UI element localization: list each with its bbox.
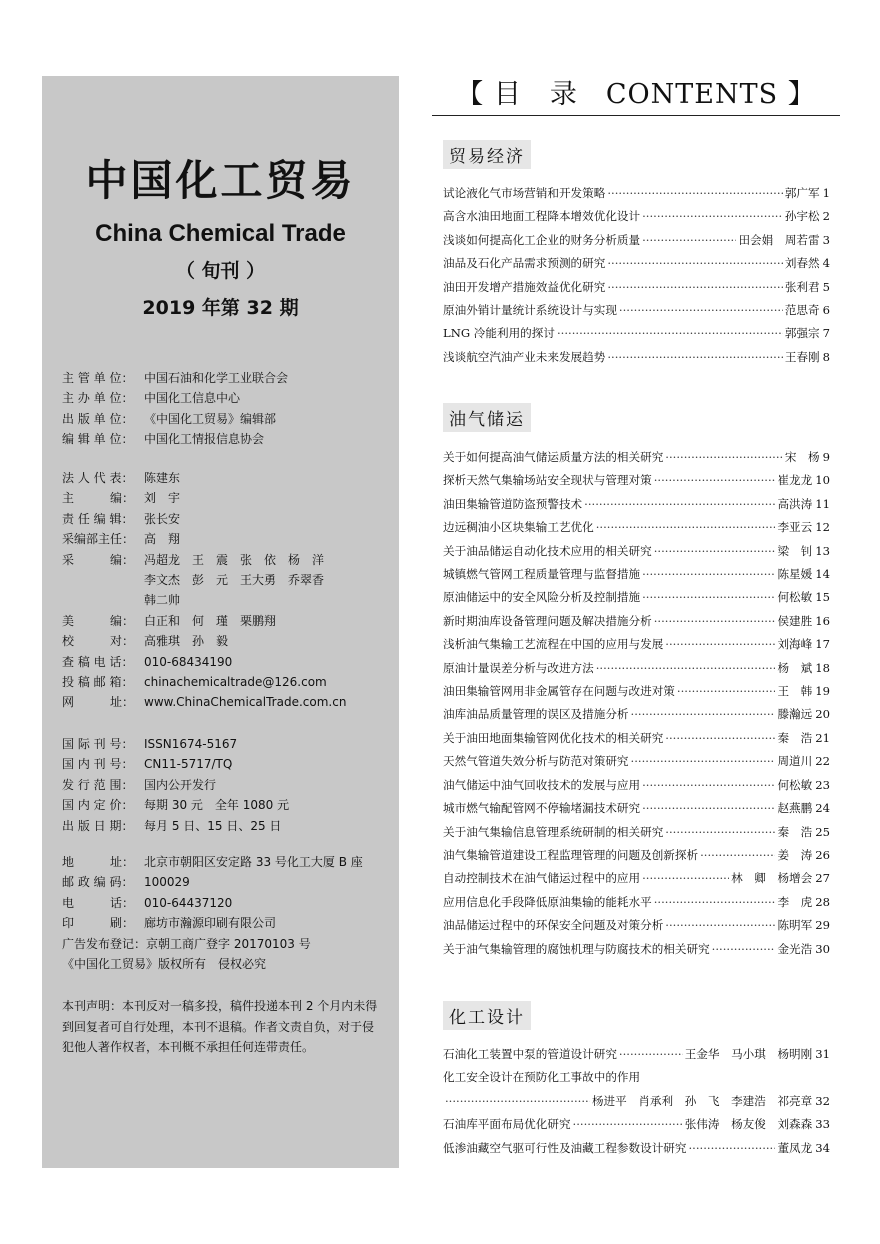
contact-info bbox=[62, 852, 392, 974]
toc-entry[interactable] bbox=[443, 205, 830, 228]
toc-entry-page: 1 bbox=[822, 186, 830, 200]
info-label: 国 内 定 价： bbox=[62, 798, 134, 813]
toc-entry-title: 城市燃气输配管网不停输堵漏技术研究 bbox=[443, 801, 641, 816]
toc-entry[interactable] bbox=[443, 914, 830, 937]
toc-entry-author: 周道川 bbox=[777, 754, 813, 769]
info-value: 北京市朝阳区安定路 33 号化工大厦 B 座 bbox=[144, 855, 363, 869]
toc-entry-author: 王春刚 bbox=[784, 349, 820, 364]
info-row bbox=[62, 734, 392, 754]
toc-entry[interactable] bbox=[443, 229, 830, 252]
magazine-title-en: China Chemical Trade bbox=[95, 220, 346, 247]
toc-entry[interactable] bbox=[443, 657, 830, 680]
info-row bbox=[62, 816, 392, 836]
toc-trade-economy bbox=[443, 182, 830, 369]
toc-entry[interactable] bbox=[443, 276, 830, 299]
info-value: 中国化工信息中心 bbox=[144, 391, 241, 406]
toc-entry-page: 12 bbox=[815, 520, 830, 535]
info-value: 每月 5 日、15 日、25 日 bbox=[144, 818, 282, 833]
info-value: 张长安 bbox=[144, 511, 181, 526]
toc-entry-author: 杨 斌 bbox=[777, 660, 813, 675]
info-label: 采编部主任： bbox=[62, 532, 135, 547]
ad-license: 广告发布登记：京朝工商广登字 20170103 号 bbox=[62, 936, 311, 951]
toc-entry[interactable] bbox=[443, 563, 830, 586]
toc-leader-dots bbox=[619, 1043, 683, 1066]
toc-entry-author: 刘春然 bbox=[784, 256, 820, 271]
info-value: 每期 30 元 全年 1080 元 bbox=[144, 798, 290, 813]
toc-entry-page: 7 bbox=[822, 326, 830, 341]
toc-entry-title: 浅谈如何提高化工企业的财务分析质量 bbox=[443, 232, 641, 247]
contents-header: 【 目 录 CONTENTS 】 bbox=[456, 79, 816, 110]
info-value: 冯超龙 王 震 张 依 杨 洋 bbox=[144, 552, 325, 567]
info-row bbox=[62, 529, 392, 549]
toc-entry-author: 王金华 马小琪 杨明刚 bbox=[684, 1047, 813, 1061]
toc-leader-dots bbox=[677, 680, 776, 703]
toc-leader-dots bbox=[596, 657, 776, 680]
toc-entry-page: 10 bbox=[815, 473, 830, 488]
info-row bbox=[62, 872, 392, 892]
toc-entry-page: 27 bbox=[815, 871, 830, 886]
toc-entry[interactable] bbox=[443, 844, 830, 867]
toc-entry-page: 5 bbox=[822, 279, 830, 294]
toc-entry-author: 范思奇 bbox=[784, 303, 820, 318]
toc-entry[interactable] bbox=[443, 516, 830, 539]
info-row bbox=[62, 795, 392, 815]
toc-entry[interactable] bbox=[443, 469, 830, 492]
toc-entry-title: 探析天然气集输场站安全现状与管理对策 bbox=[443, 473, 652, 488]
toc-entry-page: 33 bbox=[815, 1117, 830, 1132]
toc-entry-author: 孙宇松 bbox=[784, 209, 820, 224]
info-label: 电 话： bbox=[62, 895, 135, 910]
toc-entry-page: 14 bbox=[815, 567, 830, 582]
info-row bbox=[62, 852, 392, 872]
toc-leader-dots bbox=[631, 703, 776, 726]
toc-leader-dots bbox=[607, 346, 782, 369]
toc-entry-author: 郭强宗 bbox=[784, 326, 820, 341]
toc-entry-title: 天然气管道失效分析与防范对策研究 bbox=[443, 754, 629, 769]
toc-entry-title: 原油计量误差分析与改进方法 bbox=[443, 660, 594, 675]
toc-entry-title: 浅析油气集输工艺流程在中国的应用与发展 bbox=[443, 637, 664, 652]
contents-divider bbox=[432, 115, 840, 116]
toc-entry-page: 31 bbox=[815, 1047, 830, 1061]
info-value: 010-64437120 bbox=[144, 895, 233, 910]
info-row bbox=[62, 672, 392, 692]
info-row bbox=[62, 893, 392, 913]
magazine-title-cn: 中国化工贸易 bbox=[85, 156, 356, 205]
info-label: 出 版 单 位： bbox=[62, 411, 134, 426]
toc-entry-author: 梁 钊 bbox=[777, 543, 813, 558]
toc-leader-dots bbox=[642, 563, 775, 586]
toc-leader-dots bbox=[607, 252, 782, 275]
info-label: 查 稿 电 话： bbox=[62, 654, 134, 669]
toc-entry[interactable] bbox=[443, 774, 830, 797]
toc-entry[interactable] bbox=[443, 703, 830, 726]
toc-entry-page: 24 bbox=[815, 801, 830, 816]
toc-entry[interactable] bbox=[443, 252, 830, 275]
toc-entry-page: 4 bbox=[822, 256, 830, 271]
toc-entry-author: 李 虎 bbox=[777, 894, 813, 909]
toc-entry[interactable] bbox=[443, 1043, 830, 1066]
info-label: 主 办 单 位： bbox=[62, 391, 134, 406]
info-value: ISSN1674-5167 bbox=[144, 737, 238, 751]
toc-entry-author: 侯建胜 bbox=[777, 613, 813, 628]
info-value: 高 翔 bbox=[144, 532, 181, 547]
info-label: 编 辑 单 位： bbox=[62, 432, 134, 447]
toc-entry-title: 关于如何提高油气储运质量方法的相关研究 bbox=[443, 450, 664, 464]
copyright-notice: 《中国化工贸易》版权所有 侵权必究 bbox=[62, 957, 267, 972]
org-info bbox=[62, 368, 392, 450]
info-row bbox=[62, 692, 392, 712]
toc-entry-title: 油品及石化产品需求预测的研究 bbox=[443, 256, 606, 271]
toc-entry[interactable] bbox=[443, 633, 830, 656]
toc-entry-author: 张利君 bbox=[784, 279, 820, 294]
info-continuation: 韩二帅 bbox=[144, 593, 181, 608]
info-value: 010-68434190 bbox=[144, 654, 233, 669]
toc-leader-dots bbox=[596, 516, 776, 539]
toc-entry-page: 26 bbox=[815, 847, 830, 862]
info-row bbox=[62, 754, 392, 774]
toc-entry[interactable] bbox=[443, 610, 830, 633]
info-row bbox=[62, 368, 392, 388]
toc-entry-page: 28 bbox=[815, 894, 830, 909]
toc-entry-title: 油田开发增产措施效益优化研究 bbox=[443, 279, 606, 294]
info-value: 国内公开发行 bbox=[144, 777, 217, 792]
toc-entry-title: 原油储运中的安全风险分析及控制措施 bbox=[443, 590, 641, 605]
toc-entry-page: 17 bbox=[815, 637, 830, 652]
toc-entry-title: 高含水油田地面工程降本增效优化设计 bbox=[443, 209, 641, 224]
toc-entry[interactable] bbox=[443, 540, 830, 563]
toc-leader-dots bbox=[654, 469, 776, 492]
toc-leader-dots bbox=[619, 299, 783, 322]
info-label: 投 稿 邮 箱： bbox=[62, 675, 134, 690]
toc-entry-page: 9 bbox=[822, 450, 830, 464]
toc-entry-title: 油气集输管道建设工程监理管理的问题及创新探析 bbox=[443, 847, 699, 862]
toc-leader-dots bbox=[665, 914, 775, 937]
info-value: CN11-5717/TQ bbox=[144, 757, 233, 772]
toc-entry[interactable] bbox=[443, 867, 830, 890]
toc-entry-title: 关于油田地面集输管网优化技术的相关研究 bbox=[443, 730, 664, 745]
toc-leader-dots bbox=[654, 891, 776, 914]
info-row bbox=[62, 913, 392, 933]
toc-leader-dots bbox=[607, 182, 782, 205]
toc-entry[interactable] bbox=[443, 821, 830, 844]
info-continuation: 李文杰 彭 元 王大勇 乔翠香 bbox=[144, 573, 325, 588]
toc-entry[interactable] bbox=[443, 891, 830, 914]
toc-entry-page: 13 bbox=[815, 543, 830, 558]
toc-entry-page: 23 bbox=[815, 777, 830, 792]
info-label: 国 际 刊 号： bbox=[62, 737, 134, 751]
toc-leader-dots bbox=[654, 610, 776, 633]
toc-entry-title: 关于油品储运自动化技术应用的相关研究 bbox=[443, 543, 652, 558]
toc-entry-page: 21 bbox=[815, 730, 830, 745]
toc-entry-title: 浅谈航空汽油产业未来发展趋势 bbox=[443, 349, 606, 364]
toc-entry-author: 陈星媛 bbox=[777, 567, 813, 582]
info-label: 主 管 单 位： bbox=[62, 371, 134, 385]
info-value: 廊坊市瀚源印刷有限公司 bbox=[144, 916, 277, 931]
toc-leader-dots bbox=[445, 1090, 590, 1113]
toc-entry[interactable] bbox=[443, 586, 830, 609]
toc-entry-author: 陈明军 bbox=[777, 918, 813, 933]
toc-entry-title: 石油化工装置中泵的管道设计研究 bbox=[443, 1047, 617, 1061]
masthead-panel bbox=[42, 76, 399, 1168]
info-row bbox=[62, 611, 392, 631]
magazine-issue: 2019 年第 32 期 bbox=[142, 297, 299, 319]
toc-entry-author: 宋 杨 bbox=[784, 450, 820, 464]
toc-entry[interactable] bbox=[443, 1066, 830, 1089]
toc-entry[interactable] bbox=[443, 182, 830, 205]
toc-entry-title: 应用信息化手段降低原油集输的能耗水平 bbox=[443, 894, 652, 909]
toc-entry-title: 自动控制技术在油气储运过程中的应用 bbox=[443, 871, 641, 886]
toc-leader-dots bbox=[584, 493, 775, 516]
toc-entry-title: 试论液化气市场营销和开发策略 bbox=[443, 186, 606, 200]
info-value: 高雅琪 孙 毅 bbox=[144, 634, 229, 649]
staff-info bbox=[62, 468, 392, 713]
info-row bbox=[62, 429, 392, 449]
toc-entry-author: 赵燕鹏 bbox=[777, 801, 813, 816]
toc-entry-title: 新时期油库设备管理问题及解决措施分析 bbox=[443, 613, 652, 628]
toc-leader-dots bbox=[665, 446, 783, 469]
info-label: 印 刷： bbox=[62, 916, 135, 931]
toc-entry-page: 32 bbox=[815, 1093, 830, 1108]
toc-entry-author: 崔龙龙 bbox=[777, 473, 813, 488]
info-row bbox=[62, 468, 392, 488]
toc-entry-title: 油田集输管网用非金属管存在问题与改进对策 bbox=[443, 684, 675, 699]
toc-leader-dots bbox=[642, 205, 783, 228]
magazine-frequency: （ 旬刊 ） bbox=[175, 260, 266, 282]
toc-entry-author: 张伟涛 杨友俊 刘森森 bbox=[684, 1117, 813, 1132]
info-label: 国 内 刊 号： bbox=[62, 757, 134, 772]
toc-entry[interactable] bbox=[443, 1113, 830, 1136]
info-value: 《中国化工贸易》编辑部 bbox=[144, 411, 277, 426]
toc-entry-title: 石油库平面布局优化研究 bbox=[443, 1117, 571, 1132]
toc-leader-dots bbox=[642, 867, 729, 890]
toc-entry-author: 姜 涛 bbox=[777, 847, 813, 862]
toc-entry-page: 6 bbox=[822, 303, 830, 318]
toc-entry-page: 25 bbox=[815, 824, 830, 839]
info-value: 中国化工情报信息协会 bbox=[144, 432, 265, 447]
toc-entry-author: 李亚云 bbox=[777, 520, 813, 535]
toc-entry-page: 18 bbox=[815, 660, 830, 675]
info-value: 陈建东 bbox=[144, 471, 181, 485]
toc-entry[interactable] bbox=[443, 1137, 830, 1160]
toc-entry[interactable] bbox=[443, 493, 830, 516]
toc-entry[interactable] bbox=[443, 680, 830, 703]
info-label: 网 址： bbox=[62, 695, 135, 710]
toc-chemical-design bbox=[443, 1043, 830, 1160]
toc-entry-page: 30 bbox=[815, 941, 830, 956]
toc-entry-page: 29 bbox=[815, 918, 830, 933]
info-value: 白正和 何 瑾 栗鹏翔 bbox=[144, 613, 277, 628]
toc-entry-title: 油品储运过程中的环保安全问题及对策分析 bbox=[443, 918, 664, 933]
section-title-oil-gas-storage: 油气储运 bbox=[443, 403, 531, 432]
toc-entry-page: 3 bbox=[822, 232, 830, 247]
toc-entry[interactable] bbox=[443, 938, 830, 961]
toc-entry-title: 化工安全设计在预防化工事故中的作用 bbox=[443, 1070, 641, 1085]
toc-leader-dots bbox=[607, 276, 782, 299]
info-row bbox=[62, 409, 392, 429]
section-title-trade-economy: 贸易经济 bbox=[443, 140, 531, 169]
toc-entry-author: 何松敏 bbox=[777, 590, 813, 605]
toc-entry-title: 城镇燃气管网工程质量管理与监督措施 bbox=[443, 567, 641, 582]
toc-entry-author: 田会娟 周若雷 bbox=[738, 232, 820, 247]
info-label: 邮 政 编 码： bbox=[62, 875, 134, 890]
info-value: 刘 宇 bbox=[144, 491, 181, 506]
toc-entry[interactable] bbox=[443, 750, 830, 773]
toc-entry-author: 郭广军 bbox=[784, 186, 820, 200]
toc-leader-dots bbox=[557, 322, 783, 345]
toc-entry-author: 林 卿 杨增会 bbox=[731, 871, 813, 886]
toc-entry-page: 11 bbox=[815, 496, 830, 511]
toc-entry-author: 秦 浩 bbox=[777, 730, 813, 745]
info-value: 中国石油和化学工业联合会 bbox=[144, 371, 289, 385]
toc-leader-dots bbox=[642, 797, 775, 820]
toc-entry-page: 20 bbox=[815, 707, 830, 722]
toc-entry-author: 刘海峰 bbox=[777, 637, 813, 652]
info-row bbox=[62, 488, 392, 508]
toc-entry-page: 15 bbox=[815, 590, 830, 605]
info-label: 发 行 范 围： bbox=[62, 777, 134, 792]
toc-leader-dots bbox=[631, 750, 776, 773]
toc-entry-author: 滕瀚远 bbox=[777, 707, 813, 722]
toc-entry-page: 19 bbox=[815, 684, 830, 699]
toc-leader-dots bbox=[642, 229, 736, 252]
info-label: 校 对： bbox=[62, 634, 135, 649]
toc-entry[interactable] bbox=[443, 1090, 830, 1113]
section-title-chemical-design: 化工设计 bbox=[443, 1001, 531, 1030]
info-label: 美 编： bbox=[62, 613, 135, 628]
toc-entry-author: 董凤龙 bbox=[777, 1140, 813, 1155]
info-label: 地 址： bbox=[62, 855, 135, 869]
toc-leader-dots bbox=[712, 938, 776, 961]
toc-entry[interactable] bbox=[443, 299, 830, 322]
toc-entry[interactable] bbox=[443, 797, 830, 820]
toc-entry-title: LNG 冷能利用的探讨 bbox=[443, 326, 555, 341]
toc-leader-dots bbox=[665, 727, 775, 750]
toc-leader-dots bbox=[688, 1137, 775, 1160]
toc-entry[interactable] bbox=[443, 727, 830, 750]
toc-entry-author: 高洪涛 bbox=[777, 496, 813, 511]
info-label: 责 任 编 辑： bbox=[62, 511, 134, 526]
info-row bbox=[62, 631, 392, 651]
info-row bbox=[62, 550, 392, 570]
toc-entry-author: 王 韩 bbox=[777, 684, 813, 699]
info-label: 出 版 日 期： bbox=[62, 818, 134, 833]
toc-leader-dots bbox=[642, 774, 775, 797]
toc-entry[interactable] bbox=[443, 446, 830, 469]
toc-entry-page: 16 bbox=[815, 613, 830, 628]
info-label: 主 编： bbox=[62, 491, 135, 506]
info-row bbox=[62, 509, 392, 529]
toc-entry-author: 秦 浩 bbox=[777, 824, 813, 839]
toc-entry-author: 金光浩 bbox=[777, 941, 813, 956]
toc-leader-dots bbox=[665, 821, 775, 844]
toc-entry-title: 低渗油藏空气驱可行性及油藏工程参数设计研究 bbox=[443, 1140, 687, 1155]
toc-entry-title: 边远稠油小区块集输工艺优化 bbox=[443, 520, 594, 535]
info-row bbox=[62, 388, 392, 408]
toc-leader-dots bbox=[642, 586, 775, 609]
info-label: 法 人 代 表： bbox=[62, 471, 134, 485]
info-row bbox=[62, 775, 392, 795]
toc-entry-title: 关于油气集输信息管理系统研制的相关研究 bbox=[443, 824, 664, 839]
toc-entry[interactable] bbox=[443, 346, 830, 369]
submission-email: chinachemicaltrade@126.com bbox=[144, 675, 327, 690]
toc-entry-title: 油库油品质量管理的误区及措施分析 bbox=[443, 707, 629, 722]
toc-entry-title: 关于油气集输管理的腐蚀机理与防腐技术的相关研究 bbox=[443, 941, 710, 956]
toc-entry-page: 34 bbox=[815, 1140, 830, 1155]
toc-entry-title: 原油外销计量统计系统设计与实现 bbox=[443, 303, 617, 318]
info-value: 100029 bbox=[144, 875, 190, 890]
website-url: www.ChinaChemicalTrade.com.cn bbox=[144, 695, 347, 710]
toc-entry-page: 8 bbox=[822, 349, 830, 364]
toc-oil-gas-storage bbox=[443, 446, 830, 961]
publication-statement: 本刊声明：本刊反对一稿多投，稿件投递本刊 2 个月内未得到回复者可自行处理，本刊不退稿。作者文责自负，对于侵犯他人著作权者，本刊概不承担任何连带责任。 bbox=[62, 999, 378, 1054]
toc-entry-page: 22 bbox=[815, 754, 830, 769]
toc-leader-dots bbox=[665, 633, 775, 656]
toc-leader-dots bbox=[700, 844, 775, 867]
toc-entry[interactable] bbox=[443, 322, 830, 345]
publication-info bbox=[62, 734, 392, 836]
toc-leader-dots bbox=[654, 540, 776, 563]
toc-entry-author: 何松敏 bbox=[777, 777, 813, 792]
info-label: 采 编： bbox=[62, 552, 135, 567]
toc-entry-title: 油气储运中油气回收技术的发展与应用 bbox=[443, 777, 641, 792]
toc-entry-author: 杨进平 肖承利 孙 飞 李建浩 祁亮章 bbox=[591, 1093, 813, 1108]
toc-leader-dots bbox=[573, 1113, 683, 1136]
toc-entry-title: 油田集输管道防盗预警技术 bbox=[443, 496, 583, 511]
toc-entry-page: 2 bbox=[822, 209, 830, 224]
info-row bbox=[62, 652, 392, 672]
